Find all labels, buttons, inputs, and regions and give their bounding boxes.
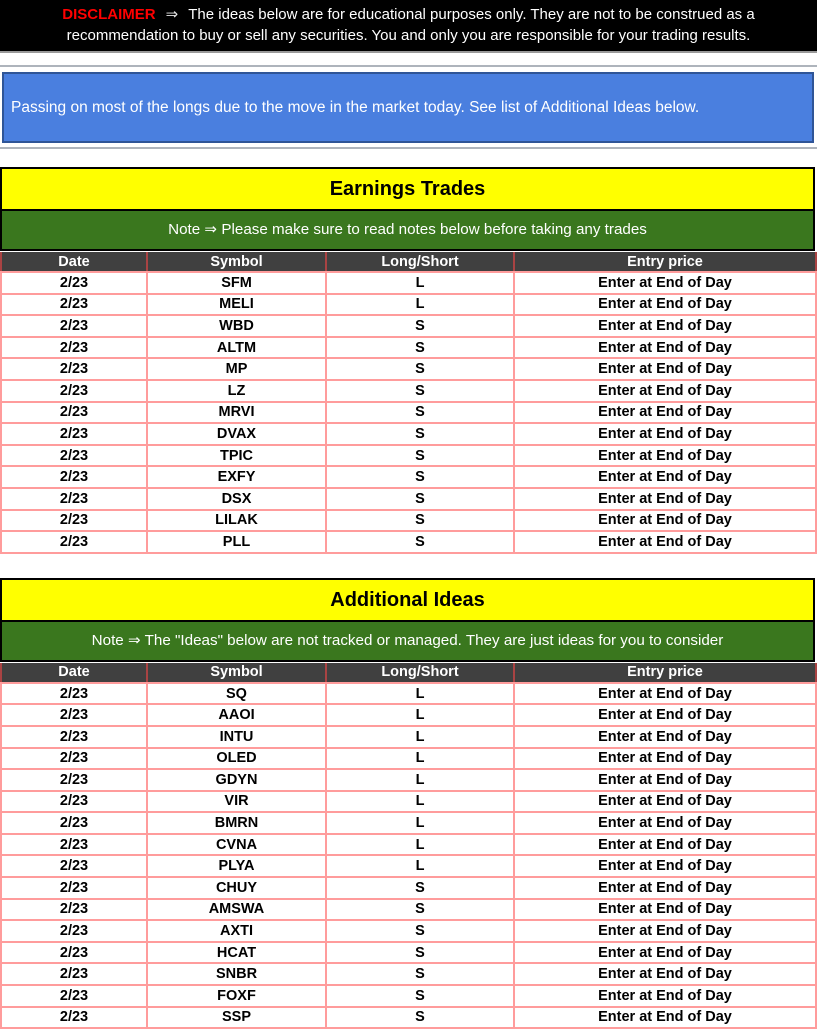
cell-date: 2/23 [1, 683, 147, 705]
cell-entry-price: Enter at End of Day [514, 704, 816, 726]
table-row [1, 358, 816, 380]
table-row [1, 445, 816, 467]
cell-symbol: AMSWA [147, 899, 326, 921]
table-row [1, 726, 816, 748]
cell-long-short: L [326, 272, 514, 294]
cell-long-short: S [326, 488, 514, 510]
cell-date: 2/23 [1, 834, 147, 856]
col-header-symbol: Symbol [147, 252, 326, 272]
cell-symbol: TPIC [147, 445, 326, 467]
cell-long-short: S [326, 985, 514, 1007]
cell-symbol: DSX [147, 488, 326, 510]
cell-entry-price: Enter at End of Day [514, 272, 816, 294]
cell-entry-price: Enter at End of Day [514, 834, 816, 856]
cell-date: 2/23 [1, 899, 147, 921]
table-row [1, 855, 816, 877]
earnings-trades-section [0, 167, 817, 554]
cell-date: 2/23 [1, 294, 147, 316]
cell-entry-price: Enter at End of Day [514, 942, 816, 964]
table-row [1, 272, 816, 294]
cell-entry-price: Enter at End of Day [514, 855, 816, 877]
table-row [1, 985, 816, 1007]
cell-symbol: SNBR [147, 963, 326, 985]
section-note-earnings-trades: Note ⇒ Please make sure to read notes below before taking any trades [2, 211, 813, 249]
table-row [1, 315, 816, 337]
cell-symbol: SQ [147, 683, 326, 705]
disclaimer-banner [0, 0, 817, 53]
table-row [1, 963, 816, 985]
cell-long-short: L [326, 294, 514, 316]
cell-long-short: S [326, 531, 514, 553]
table-row [1, 899, 816, 921]
cell-long-short: L [326, 769, 514, 791]
cell-date: 2/23 [1, 985, 147, 1007]
cell-long-short: L [326, 834, 514, 856]
cell-entry-price: Enter at End of Day [514, 748, 816, 770]
table-row [1, 466, 816, 488]
cell-long-short: S [326, 315, 514, 337]
cell-long-short: S [326, 1007, 514, 1029]
cell-date: 2/23 [1, 1007, 147, 1029]
arrow-icon: ⇒ [165, 6, 179, 23]
table-row [1, 769, 816, 791]
cell-entry-price: Enter at End of Day [514, 985, 816, 1007]
cell-entry-price: Enter at End of Day [514, 920, 816, 942]
cell-date: 2/23 [1, 920, 147, 942]
cell-symbol: SSP [147, 1007, 326, 1029]
cell-date: 2/23 [1, 272, 147, 294]
cell-symbol: MRVI [147, 402, 326, 424]
table-row [1, 423, 816, 445]
cell-date: 2/23 [1, 445, 147, 467]
cell-symbol: AAOI [147, 704, 326, 726]
table-row [1, 834, 816, 856]
cell-symbol: LILAK [147, 510, 326, 532]
col-header-long-short: Long/Short [326, 663, 514, 683]
table-row [1, 402, 816, 424]
notice-text: Passing on most of the longs due to the move in the market today. See list of Additional Ideas below. [11, 98, 700, 116]
cell-entry-price: Enter at End of Day [514, 294, 816, 316]
cell-entry-price: Enter at End of Day [514, 899, 816, 921]
cell-date: 2/23 [1, 358, 147, 380]
table-row [1, 337, 816, 359]
additional-ideas-table [0, 663, 817, 1030]
cell-long-short: S [326, 380, 514, 402]
cell-date: 2/23 [1, 963, 147, 985]
col-header-symbol: Symbol [147, 663, 326, 683]
disclaimer-text: The ideas below are for educational purposes only. They are not to be construed as a recommendation to buy or sell any securities. You and only you are responsible for your trading results. [66, 6, 755, 44]
cell-entry-price: Enter at End of Day [514, 769, 816, 791]
table-row [1, 488, 816, 510]
cell-symbol: CVNA [147, 834, 326, 856]
cell-long-short: S [326, 402, 514, 424]
cell-long-short: S [326, 466, 514, 488]
table-row [1, 294, 816, 316]
cell-long-short: S [326, 920, 514, 942]
cell-long-short: S [326, 877, 514, 899]
cell-symbol: AXTI [147, 920, 326, 942]
table-row [1, 1007, 816, 1029]
cell-long-short: L [326, 683, 514, 705]
cell-entry-price: Enter at End of Day [514, 423, 816, 445]
disclaimer-label: DISCLAIMER [62, 6, 156, 23]
cell-date: 2/23 [1, 855, 147, 877]
cell-symbol: ALTM [147, 337, 326, 359]
cell-date: 2/23 [1, 510, 147, 532]
cell-entry-price: Enter at End of Day [514, 380, 816, 402]
cell-symbol: PLYA [147, 855, 326, 877]
earnings-trades-table [0, 252, 817, 554]
cell-symbol: MP [147, 358, 326, 380]
table-header-row [1, 252, 816, 272]
col-header-date: Date [1, 663, 147, 683]
cell-entry-price: Enter at End of Day [514, 683, 816, 705]
cell-entry-price: Enter at End of Day [514, 726, 816, 748]
section-title-additional-ideas: Additional Ideas [2, 580, 813, 622]
col-header-entry-price: Entry price [514, 252, 816, 272]
cell-long-short: L [326, 748, 514, 770]
cell-long-short: L [326, 726, 514, 748]
earnings-trades-header-block [0, 167, 815, 251]
col-header-long-short: Long/Short [326, 252, 514, 272]
cell-date: 2/23 [1, 812, 147, 834]
table-row [1, 920, 816, 942]
cell-entry-price: Enter at End of Day [514, 337, 816, 359]
cell-symbol: PLL [147, 531, 326, 553]
cell-entry-price: Enter at End of Day [514, 877, 816, 899]
cell-symbol: OLED [147, 748, 326, 770]
cell-date: 2/23 [1, 466, 147, 488]
cell-date: 2/23 [1, 791, 147, 813]
cell-long-short: L [326, 704, 514, 726]
cell-entry-price: Enter at End of Day [514, 445, 816, 467]
table-row [1, 510, 816, 532]
cell-entry-price: Enter at End of Day [514, 402, 816, 424]
cell-entry-price: Enter at End of Day [514, 1007, 816, 1029]
notice-banner-wrap [0, 65, 817, 149]
cell-symbol: GDYN [147, 769, 326, 791]
cell-date: 2/23 [1, 748, 147, 770]
cell-date: 2/23 [1, 380, 147, 402]
cell-date: 2/23 [1, 423, 147, 445]
table-row [1, 942, 816, 964]
cell-long-short: L [326, 812, 514, 834]
cell-long-short: S [326, 358, 514, 380]
cell-symbol: SFM [147, 272, 326, 294]
cell-long-short: S [326, 423, 514, 445]
cell-symbol: VIR [147, 791, 326, 813]
table-row [1, 812, 816, 834]
notice-banner [2, 72, 814, 143]
cell-date: 2/23 [1, 704, 147, 726]
table-row [1, 748, 816, 770]
cell-symbol: INTU [147, 726, 326, 748]
table-header-row [1, 663, 816, 683]
table-row [1, 380, 816, 402]
cell-date: 2/23 [1, 315, 147, 337]
cell-date: 2/23 [1, 488, 147, 510]
cell-entry-price: Enter at End of Day [514, 510, 816, 532]
cell-entry-price: Enter at End of Day [514, 531, 816, 553]
cell-long-short: L [326, 791, 514, 813]
cell-entry-price: Enter at End of Day [514, 315, 816, 337]
table-row [1, 877, 816, 899]
cell-long-short: S [326, 942, 514, 964]
cell-date: 2/23 [1, 531, 147, 553]
cell-entry-price: Enter at End of Day [514, 963, 816, 985]
cell-entry-price: Enter at End of Day [514, 466, 816, 488]
section-note-additional-ideas: Note ⇒ The "Ideas" below are not tracked or managed. They are just ideas for you to consider [2, 622, 813, 660]
cell-date: 2/23 [1, 402, 147, 424]
additional-ideas-header-block [0, 578, 815, 662]
section-title-earnings-trades: Earnings Trades [2, 169, 813, 211]
cell-long-short: S [326, 963, 514, 985]
col-header-entry-price: Entry price [514, 663, 816, 683]
col-header-date: Date [1, 252, 147, 272]
cell-long-short: S [326, 337, 514, 359]
cell-date: 2/23 [1, 769, 147, 791]
cell-symbol: BMRN [147, 812, 326, 834]
cell-long-short: L [326, 855, 514, 877]
cell-symbol: LZ [147, 380, 326, 402]
additional-ideas-section [0, 578, 817, 1030]
cell-entry-price: Enter at End of Day [514, 791, 816, 813]
cell-symbol: EXFY [147, 466, 326, 488]
table-row [1, 531, 816, 553]
cell-symbol: WBD [147, 315, 326, 337]
cell-symbol: MELI [147, 294, 326, 316]
table-row [1, 683, 816, 705]
cell-entry-price: Enter at End of Day [514, 812, 816, 834]
cell-long-short: S [326, 445, 514, 467]
cell-symbol: CHUY [147, 877, 326, 899]
cell-entry-price: Enter at End of Day [514, 358, 816, 380]
table-row [1, 791, 816, 813]
cell-date: 2/23 [1, 877, 147, 899]
cell-long-short: S [326, 510, 514, 532]
table-row [1, 704, 816, 726]
cell-long-short: S [326, 899, 514, 921]
cell-entry-price: Enter at End of Day [514, 488, 816, 510]
cell-symbol: HCAT [147, 942, 326, 964]
cell-date: 2/23 [1, 726, 147, 748]
cell-date: 2/23 [1, 337, 147, 359]
cell-symbol: DVAX [147, 423, 326, 445]
cell-symbol: FOXF [147, 985, 326, 1007]
cell-date: 2/23 [1, 942, 147, 964]
